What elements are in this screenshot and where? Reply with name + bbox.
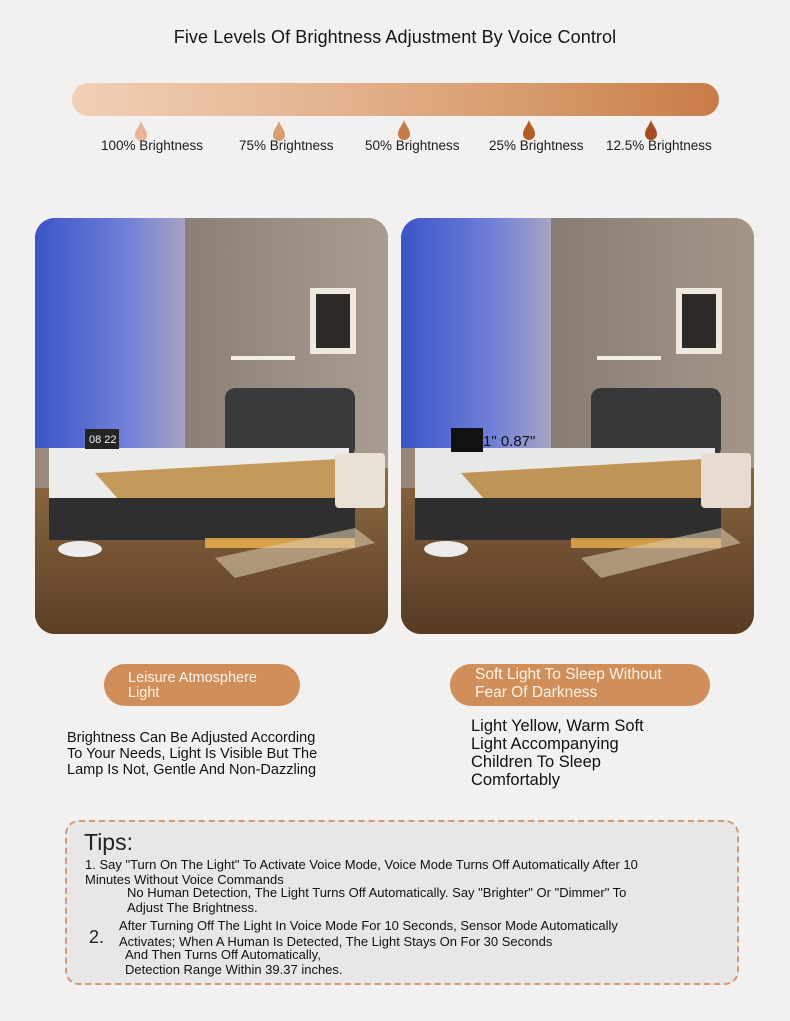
- brightness-level-label: 100% Brightness: [101, 138, 204, 153]
- tip-line: After Turning Off The Light In Voice Mode For 10 Seconds, Sensor Mode Automatically: [119, 918, 618, 933]
- brightness-level-label: 12.5% Brightness: [606, 138, 712, 153]
- page-title: Five Levels Of Brightness Adjustment By Voice Control: [173, 27, 617, 47]
- measurement-label: 1" 0.87": [483, 433, 536, 450]
- brightness-level-label: 25% Brightness: [489, 138, 584, 153]
- badge-line: Fear Of Darkness: [475, 684, 598, 701]
- badge-line: Light: [128, 685, 160, 701]
- tips-heading: Tips:: [84, 829, 133, 855]
- drop-3: [398, 120, 410, 140]
- bedroom-photo-leisure: [35, 218, 388, 634]
- tip-line: Activates; When A Human Is Detected, The Light Stays On For 30 Seconds: [119, 934, 553, 949]
- bedroom-photo-sleep: [401, 218, 754, 634]
- tip-line: Adjust The Brightness.: [127, 900, 258, 915]
- leisure-description: Brightness Can Be Adjusted According To Your Needs, Light Is Visible But The Lamp Is Not, Gentle And Non-Dazzling: [67, 730, 318, 778]
- leisure-atmosphere-badge: [104, 664, 300, 706]
- tip-line: Minutes Without Voice Commands: [85, 872, 284, 887]
- tip-number-2: 2.: [89, 927, 105, 947]
- brightness-gradient-bar: [72, 83, 719, 116]
- badge-line: Soft Light To Sleep Without: [475, 666, 662, 683]
- tip-line: Detection Range Within 39.37 inches.: [125, 962, 343, 977]
- brightness-level-label: 75% Brightness: [239, 138, 334, 153]
- tip-line: And Then Turns Off Automatically,: [125, 947, 321, 962]
- drop-5: [645, 120, 657, 140]
- clock-display: 08 22: [89, 434, 117, 446]
- tip-line: 1. Say "Turn On The Light" To Activate Voice Mode, Voice Mode Turns Off Automatically After 10: [85, 857, 638, 872]
- brightness-level-label: 50% Brightness: [365, 138, 460, 153]
- badge-line: Leisure Atmosphere: [128, 670, 257, 686]
- soft-light-badge: [450, 664, 710, 706]
- sleep-description: Light Yellow, Warm Soft Light Accompanying Children To Sleep Comfortably: [471, 717, 644, 789]
- tip-line: No Human Detection, The Light Turns Off Automatically. Say "Brighter" Or "Dimmer" To: [127, 885, 627, 900]
- drop-4: [523, 120, 535, 140]
